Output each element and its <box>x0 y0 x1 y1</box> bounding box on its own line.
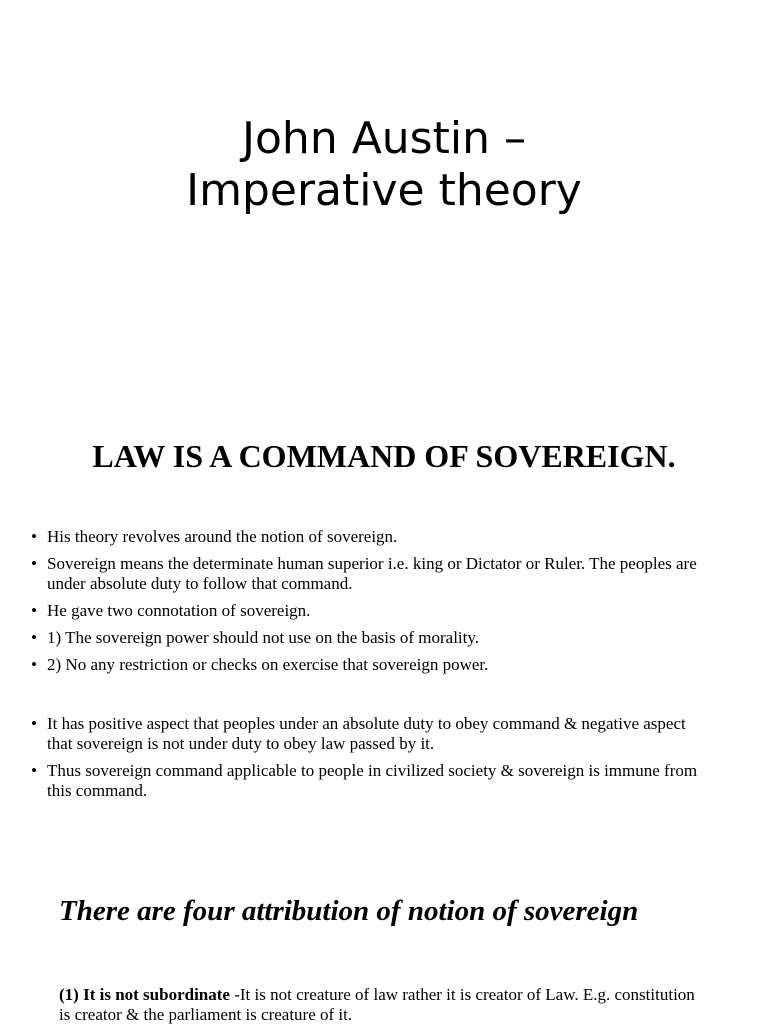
bullet-icon: • <box>31 554 37 573</box>
list-item <box>31 655 711 675</box>
list-item <box>31 628 711 648</box>
list-item <box>31 761 711 801</box>
list-item-text: It has positive aspect that peoples under an absolute duty to obey command & negative aspect that sovereign is not under duty to obey law passed by it. <box>47 714 686 753</box>
list-item-text: 1) The sovereign power should not use on the basis of morality. <box>47 628 480 647</box>
list-item-text: He gave two connotation of sovereign. <box>47 601 311 620</box>
list-item <box>31 527 711 547</box>
list-item <box>31 601 711 621</box>
list-item-text: Sovereign means the determinate human superior i.e. king or Dictator or Ruler. The peoples are under absolute duty to follow that command. <box>47 554 697 593</box>
attribute-text: -It is not creature of law rather it is creator of Law. E.g. constitution is creator & the parliament is creature of it. <box>59 985 695 1024</box>
attribute-paragraph <box>59 985 699 1025</box>
list-item-text: 2) No any restriction or checks on exercise that sovereign power. <box>47 655 489 674</box>
list-item <box>31 714 711 754</box>
bullet-icon: • <box>31 655 37 674</box>
bullet-icon: • <box>31 601 37 620</box>
bullet-list-sovereign-aspects <box>31 714 711 808</box>
attribute-label: (1) It is not subordinate <box>59 985 230 1004</box>
bullet-list-sovereign-notion <box>31 527 711 682</box>
bullet-icon: • <box>31 527 37 546</box>
section-heading-four-attributes: There are four attribution of notion of sovereign <box>59 895 639 927</box>
list-item <box>31 554 711 594</box>
slide-title-line-1: John Austin – <box>242 113 526 164</box>
bullet-icon: • <box>31 628 37 647</box>
slide-title-line-2: Imperative theory <box>186 165 582 216</box>
bullet-icon: • <box>31 761 37 780</box>
slide-title <box>0 113 768 217</box>
list-item-text: His theory revolves around the notion of sovereign. <box>47 527 398 546</box>
list-item-text: Thus sovereign command applicable to people in civilized society & sovereign is immune from this command. <box>47 761 698 800</box>
bullet-icon: • <box>31 714 37 733</box>
section-heading-law-command: LAW IS A COMMAND OF SOVEREIGN. <box>92 438 676 474</box>
